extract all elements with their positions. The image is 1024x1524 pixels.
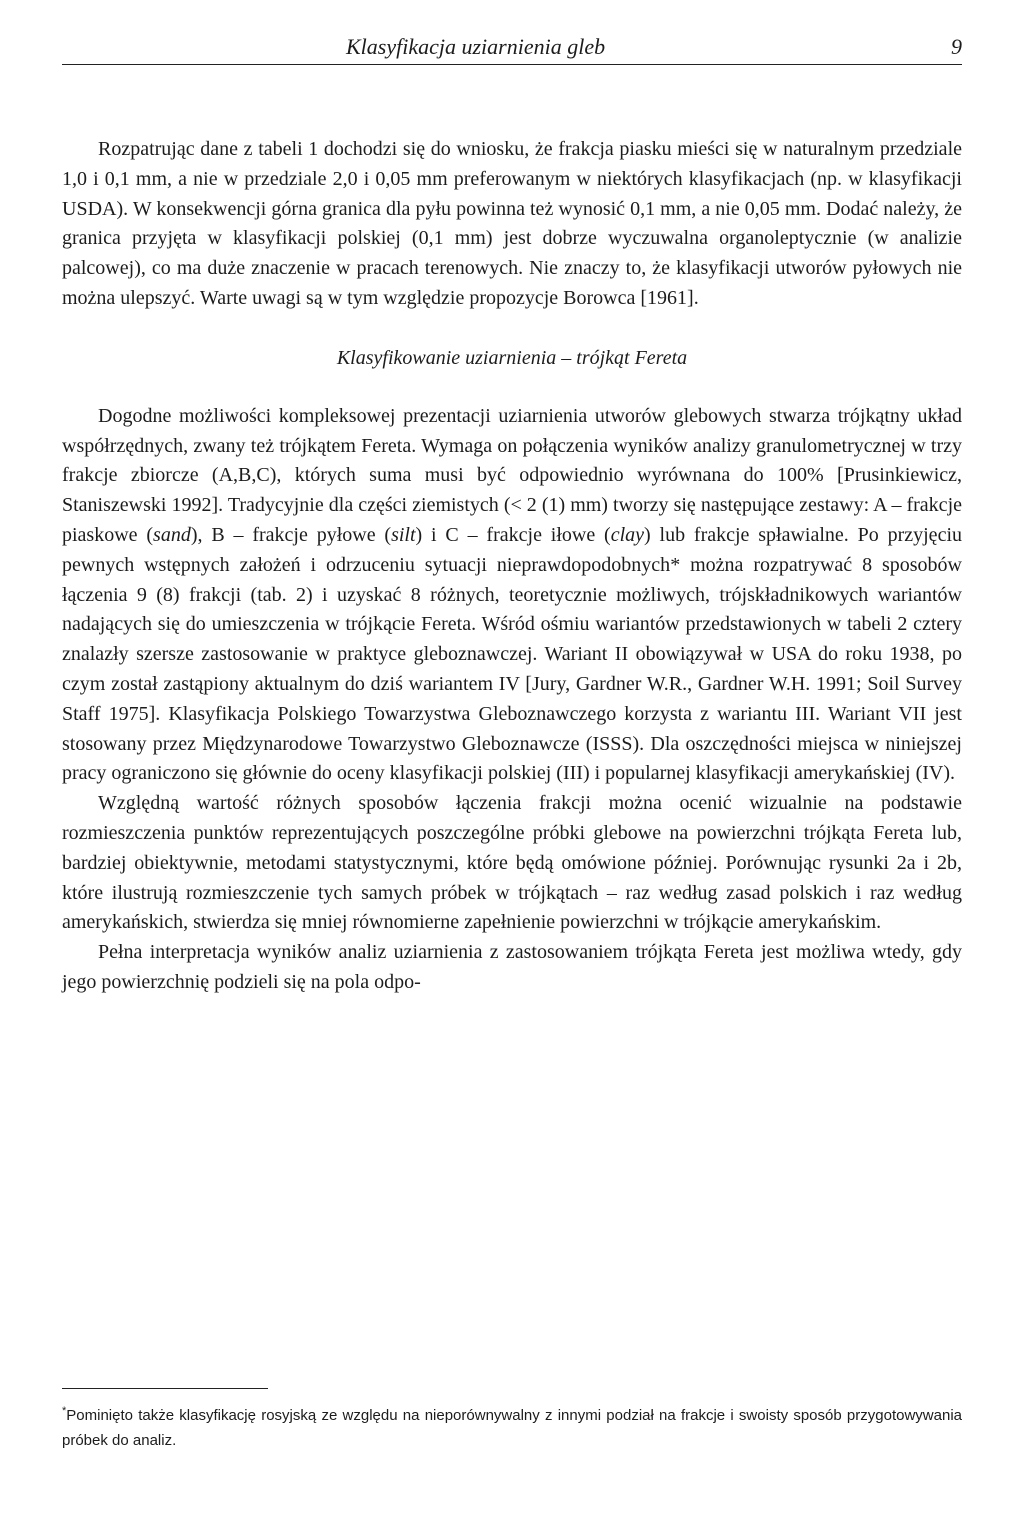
footnote-separator — [62, 1388, 268, 1389]
footnote-text: Pominięto także klasyfikację rosyjską ze względu na nieporównywalny z innymi podział na frakcje i swoisty sposób przygotowywania próbek do analiz. — [62, 1407, 962, 1449]
term-sand: sand — [153, 523, 191, 546]
page-number: 9 — [951, 34, 962, 59]
paragraph-2-text-2: ), B – frakcje pyłowe ( — [190, 523, 392, 546]
body-text — [62, 135, 962, 998]
footnote-marker: * — [62, 1405, 67, 1417]
footnote — [62, 1403, 962, 1453]
paragraph-2-text-4: ) lub frakcje spławialne. Po przyjęciu pewnych wstępnych założeń i odrzuceniu sytuacji nieprawdopodobnych — [62, 523, 962, 576]
document-page — [62, 0, 962, 1524]
term-clay: clay — [610, 523, 645, 546]
running-header — [62, 30, 962, 65]
paragraph-2-text-1: Dogodne możliwości kompleksowej prezentacji uziarnienia utworów glebowych stwarza trójkątny układ współrzędnych, zwany też trójkątem Fereta. Wymaga on połączenia wyników analizy granulometrycznej w trzy frakcje zbiorcze (A,B,C), których suma musi być odpowiednio wyrównana do 100% [Prusinkiewicz, Staniszewski 1992]. Tradycyjnie dla części ziemistych (< 2 (1) mm) tworzy się następujące zestawy: A – frakcje piaskowe ( — [62, 404, 962, 546]
paragraph-2-text-3: ) i C – frakcje iłowe ( — [415, 523, 611, 546]
paragraph-3: Względną wartość różnych sposobów łączenia frakcji można ocenić wizualnie na podstawie rozmieszczenia punktów reprezentujących poszczególne próbki glebowe na powierzchni trójkąta Fereta lub, bardziej obiektywnie, metodami statystycznymi, które będą omówione później. Porównując rysunki 2a i 2b, które ilustrują rozmieszczenie tych samych próbek w trójkątach – raz według zasad polskich i raz według amerykańskich, stwierdza się mniej równomierne zapełnienie powierzchni w trójkącie amerykańskim. — [62, 792, 962, 934]
paragraph-2-text-5: można rozpatrywać 8 sposobów łączenia 9 (8) frakcji (tab. 2) i uzyskać 8 różnych, teoretycznie możliwych, trójskładnikowych wariantów nadających się do umieszczenia w trójkącie Fereta. Wśród ośmiu wariantów przedstawionych w tabeli 2 cztery znalazły szersze zastosowanie w praktyce gleboznawczej. Wariant II obowiązywał w USA do roku 1938, po czym został zastąpiony aktualnym do dziś wariantem IV [Jury, Gardner W.R., Gardner W.H. 1991; Soil Survey Staff 1975]. Klasyfikacja Polskiego Towarzystwa Gleboznawczego korzysta z wariantu III. Wariant VII jest stosowany przez Międzynarodowe Towarzystwo Gleboznawcze (ISSS). Dla oszczędności miejsca w niniejszej pracy ograniczono się głównie do oceny klasyfikacji polskiej (III) i popularnej klasyfikacji amerykańskiej (IV). — [62, 553, 962, 785]
footnote-reference: * — [670, 553, 681, 576]
paragraph-4: Pełna interpretacja wyników analiz uziarnienia z zastosowaniem trójkąta Fereta jest możliwa wtedy, gdy jego powierzchnię podzieli się na pola odpo- — [62, 941, 962, 993]
term-silt: silt — [391, 523, 416, 546]
running-title: Klasyfikacja uziarnienia gleb — [346, 34, 606, 59]
paragraph-1: Rozpatrując dane z tabeli 1 dochodzi się do wniosku, że frakcja piasku mieści się w naturalnym przedziale 1,0 i 0,1 mm, a nie w przedziale 2,0 i 0,05 mm preferowanym w niektórych klasyfikacjach (np. w klasyfikacji USDA). W konsekwencji górna granica dla pyłu powinna też wynosić 0,1 mm, a nie 0,05 mm. Dodać należy, że granica przyjęta w klasyfikacji polskiej (0,1 mm) jest dobrze wyczuwalna organoleptycznie (w analizie palcowej), co ma duże znaczenie w pracach terenowych. Nie znaczy to, że klasyfikacji utworów pyłowych nie można ulepszyć. Warte uwagi są w tym względzie propozycje Borowca [1961]. — [62, 138, 962, 309]
paragraph-2 — [62, 402, 962, 789]
section-heading: Klasyfikowanie uziarnienia – trójkąt Fereta — [336, 346, 688, 369]
